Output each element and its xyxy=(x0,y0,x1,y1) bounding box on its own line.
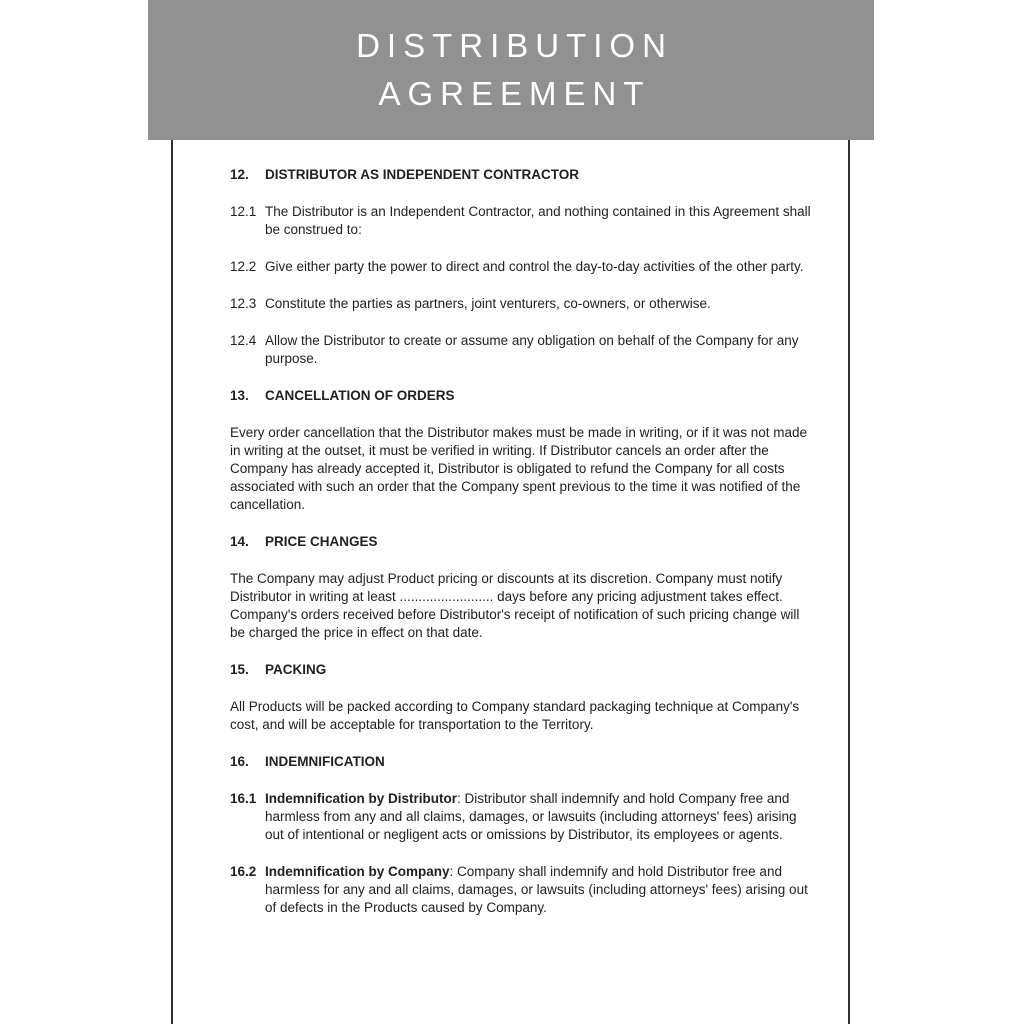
section-number: 14. xyxy=(230,534,249,549)
section-bold-lead: Indemnification by Distributor xyxy=(265,791,458,806)
section-text: Give either party the power to direct and control the day-to-day activities of the other party. xyxy=(265,259,804,274)
section-number: 13. xyxy=(230,388,249,403)
section-number: 12.1 xyxy=(230,204,257,219)
section-number: 12.4 xyxy=(230,333,257,348)
section-text: Constitute the parties as partners, joint venturers, co-owners, or otherwise. xyxy=(265,296,711,311)
section-text: Allow the Distributor to create or assume any obligation on behalf of the Company for any purpose. xyxy=(265,333,799,366)
section-bold-lead: Indemnification by Company xyxy=(265,864,450,879)
section-number: 12.3 xyxy=(230,296,257,311)
section-text: Indemnification by Company: Company shall indemnify and hold Distributor free and harmless for any and all claims, damages, or lawsuits (including attorneys' fees) arising out of defects in the Products caused by Company. xyxy=(265,864,808,915)
title-banner xyxy=(148,0,874,140)
document-body xyxy=(230,166,813,936)
document-title-line2: AGREEMENT xyxy=(378,75,651,112)
section-item xyxy=(230,863,813,917)
section-paragraph: All Products will be packed according to Company standard packaging technique at Company's cost, and will be acceptable for transportation to the Territory. xyxy=(230,699,800,732)
page-border-right xyxy=(848,140,850,1024)
section-item xyxy=(230,790,813,844)
section-heading xyxy=(230,661,813,679)
section-number: 15. xyxy=(230,662,249,677)
section-heading xyxy=(230,387,813,405)
section-text: PACKING xyxy=(265,662,327,677)
page-border-left xyxy=(171,140,173,1024)
section-number: 16. xyxy=(230,754,249,769)
section-number: 16.1 xyxy=(230,791,257,806)
section-heading xyxy=(230,753,813,771)
section-item xyxy=(230,203,813,239)
section-text: The Distributor is an Independent Contractor, and nothing contained in this Agreement shall be construed to: xyxy=(265,204,811,237)
section-text: PRICE CHANGES xyxy=(265,534,378,549)
section-number: 12. xyxy=(230,167,249,182)
section-number: 16.2 xyxy=(230,864,257,879)
section-text: CANCELLATION OF ORDERS xyxy=(265,388,455,403)
section-text: DISTRIBUTOR AS INDEPENDENT CONTRACTOR xyxy=(265,167,580,182)
section-paragraph: Every order cancellation that the Distributor makes must be made in writing, or if it was not made in writing at the outset, it must be verified in writing. If Distributor cancels an order after the Company has already accepted it, Distributor is obligated to refund the Company for all costs associated with such an order that the Company spent previous to the time it was notified of the cancellation. xyxy=(230,425,807,512)
section-paragraph: The Company may adjust Product pricing or discounts at its discretion. Company must notify Distributor in writing at least ......................... days before any pricing adjustment takes effect. Company's orders received before Distributor's receipt of notification of such pricing change will be charged the price in effect on that date. xyxy=(230,571,800,640)
section-text: Indemnification by Distributor: Distributor shall indemnify and hold Company free and harmless from any and all claims, damages, or lawsuits (including attorneys' fees) arising out of intentional or negligent acts or omissions by Distributor, its employees or agents. xyxy=(265,791,797,842)
section-heading xyxy=(230,166,813,184)
section-item xyxy=(230,295,813,313)
section-text: INDEMNIFICATION xyxy=(265,754,385,769)
section-number: 12.2 xyxy=(230,259,257,274)
section-item xyxy=(230,332,813,368)
document-title-line1: DISTRIBUTION xyxy=(356,27,673,64)
section-item xyxy=(230,258,813,276)
section-heading xyxy=(230,533,813,551)
